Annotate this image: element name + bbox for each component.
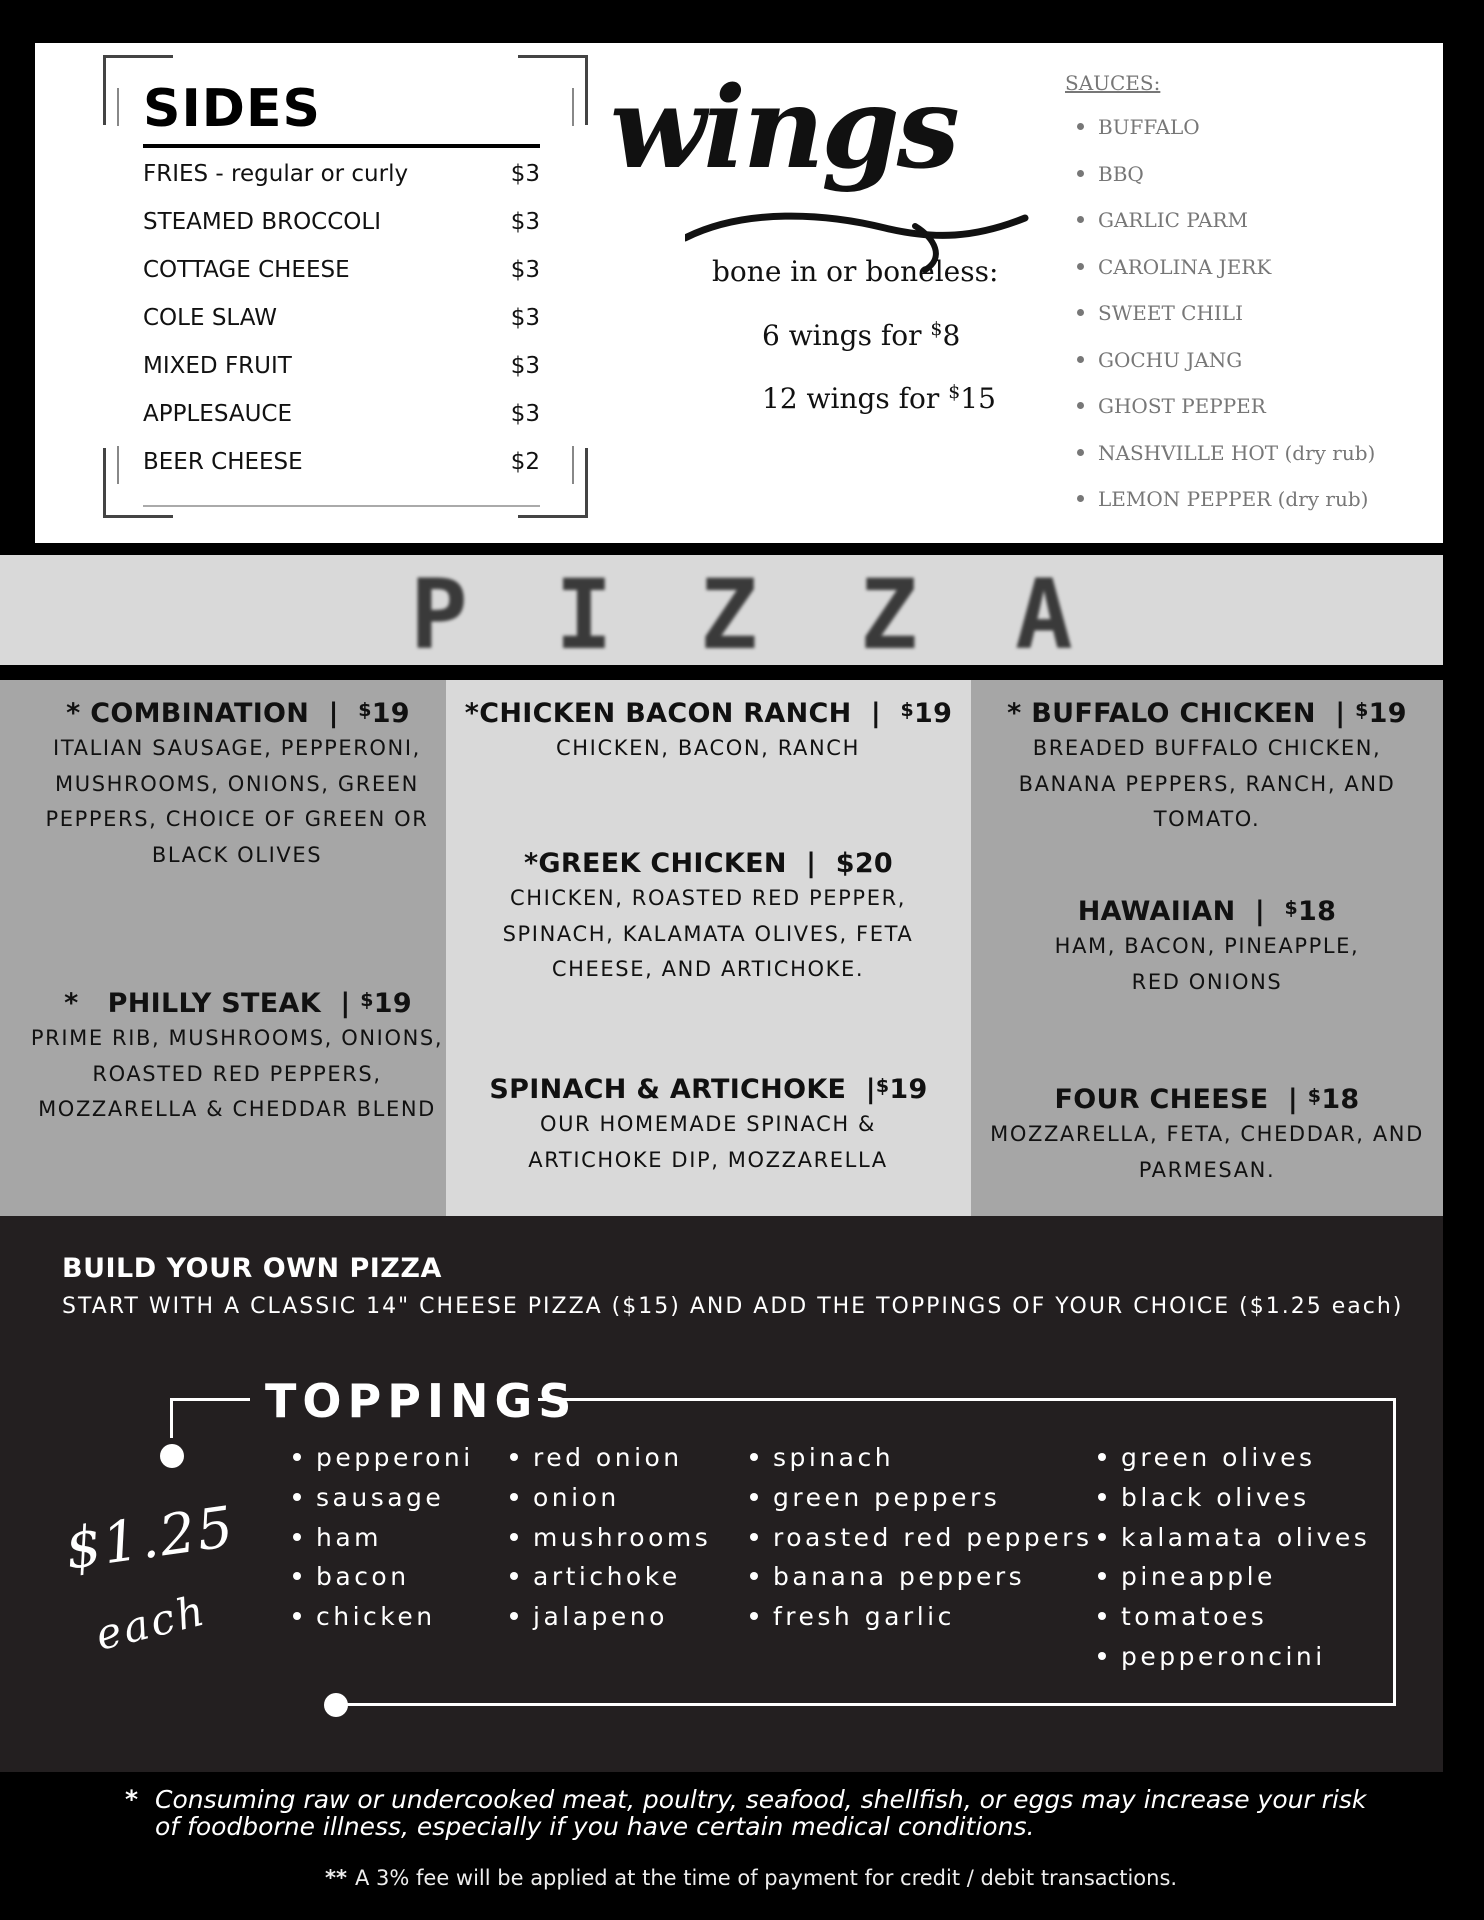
wings-offer-text: 6 wings for bbox=[762, 319, 922, 352]
side-item-name: STEAMED BROCCOLI bbox=[143, 209, 381, 235]
pizza-banner-letter: A bbox=[1015, 559, 1073, 671]
pizza-description: OUR HOMEMADE SPINACH & ARTICHOKE DIP, MOZZARELLA bbox=[528, 1112, 888, 1172]
pizza-title: SPINACH & ARTICHOKE bbox=[489, 1074, 847, 1105]
connector-line bbox=[170, 1398, 173, 1438]
topping-label: jalapeno bbox=[533, 1602, 668, 1632]
side-item-price: $3 bbox=[510, 353, 540, 379]
pizza-banner-letter: P bbox=[410, 559, 468, 671]
sauce-label: BUFFALO bbox=[1098, 115, 1200, 139]
connector-dot bbox=[160, 1444, 184, 1468]
frame-corner-top-right bbox=[518, 55, 588, 125]
side-item-price: $3 bbox=[510, 257, 540, 283]
pizza-item bbox=[0, 988, 476, 1128]
currency-sign: $ bbox=[360, 989, 374, 1011]
connector-line bbox=[170, 1398, 250, 1401]
topping-item bbox=[293, 1602, 474, 1642]
bullet-icon bbox=[1077, 170, 1084, 177]
currency-sign: $ bbox=[358, 699, 372, 721]
topping-label: bacon bbox=[316, 1562, 410, 1592]
topping-item bbox=[1098, 1523, 1370, 1563]
pizza-description: HAM, BACON, PINEAPPLE, RED ONIONS bbox=[1054, 934, 1360, 994]
pizza-item bbox=[446, 698, 971, 767]
bullet-icon bbox=[510, 1612, 518, 1620]
side-item bbox=[143, 209, 540, 257]
frame-line bbox=[572, 446, 574, 484]
wings-offer-text: 12 wings for bbox=[762, 382, 940, 415]
topping-label: pineapple bbox=[1121, 1562, 1276, 1592]
sauces-list bbox=[1077, 115, 1375, 534]
sauce-label: GHOST PEPPER bbox=[1098, 394, 1266, 418]
wings-offer-price: 8 bbox=[942, 319, 961, 352]
separator: | bbox=[865, 1074, 876, 1105]
frame-line bbox=[335, 1703, 1396, 1706]
footnote-mark: ** bbox=[325, 1866, 347, 1890]
topping-label: spinach bbox=[773, 1443, 895, 1472]
pizza-title: HAWAIIAN bbox=[1077, 896, 1236, 927]
side-item bbox=[143, 161, 540, 209]
topping-label: banana peppers bbox=[773, 1562, 1026, 1592]
top-panel bbox=[35, 43, 1443, 543]
pizza-price: 19 bbox=[914, 698, 953, 729]
topping-item bbox=[510, 1523, 711, 1563]
toppings-column-1 bbox=[293, 1443, 474, 1642]
bullet-icon bbox=[293, 1572, 301, 1580]
bullet-icon bbox=[510, 1493, 518, 1501]
footnote-text: A 3% fee will be applied at the time of payment for credit / debit transactions. bbox=[354, 1866, 1178, 1890]
pizza-item bbox=[446, 848, 971, 988]
toppings-column-2 bbox=[510, 1443, 711, 1642]
pizza-column-left bbox=[0, 680, 446, 1216]
bullet-icon bbox=[1077, 123, 1084, 130]
pizza-title: COMBINATION bbox=[90, 698, 310, 729]
toppings-column-3 bbox=[750, 1443, 1092, 1642]
bullet-icon bbox=[510, 1453, 518, 1461]
pizza-price: 19 bbox=[889, 1074, 928, 1105]
bullet-icon bbox=[1077, 495, 1084, 502]
bullet-icon bbox=[510, 1572, 518, 1580]
frame-line bbox=[572, 88, 574, 126]
topping-item bbox=[293, 1562, 474, 1602]
bullet-icon bbox=[750, 1612, 758, 1620]
topping-item bbox=[293, 1523, 474, 1563]
separator: | bbox=[1254, 896, 1266, 927]
frame-line bbox=[1393, 1398, 1396, 1706]
topping-item bbox=[293, 1443, 474, 1483]
footnote-text: Consuming raw or undercooked meat, poultry, seafood, shellfish, or eggs may increase your risk of foodborne illness, especially if you have certain medical conditions. bbox=[155, 1785, 1367, 1841]
bullet-icon bbox=[750, 1572, 758, 1580]
side-item-name: COLE SLAW bbox=[143, 305, 277, 331]
bullet-icon bbox=[1098, 1572, 1106, 1580]
pizza-name bbox=[446, 848, 971, 879]
bullet-icon bbox=[1098, 1493, 1106, 1501]
side-item-price: $3 bbox=[510, 401, 540, 427]
sauce-item bbox=[1077, 487, 1375, 534]
bullet-icon bbox=[1077, 449, 1084, 456]
currency-sign: $ bbox=[1355, 699, 1369, 721]
bullet-icon bbox=[293, 1612, 301, 1620]
side-item-price: $3 bbox=[510, 161, 540, 187]
topping-label: kalamata olives bbox=[1121, 1522, 1371, 1552]
sauce-item bbox=[1077, 115, 1375, 162]
bullet-icon bbox=[750, 1533, 758, 1541]
pizza-column-middle bbox=[446, 680, 971, 1216]
separator: | bbox=[806, 848, 817, 879]
topping-item bbox=[510, 1602, 711, 1642]
wings-offer-6 bbox=[762, 318, 960, 352]
pizza-name bbox=[0, 988, 476, 1019]
pizza-item bbox=[971, 1084, 1443, 1188]
currency-sign: $ bbox=[875, 1075, 890, 1097]
topping-label: black olives bbox=[1121, 1482, 1310, 1512]
topping-item bbox=[293, 1483, 474, 1523]
side-item-name: COTTAGE CHEESE bbox=[143, 257, 350, 283]
currency-sign: $ bbox=[930, 318, 943, 340]
bullet-icon bbox=[750, 1453, 758, 1461]
sides-list bbox=[143, 161, 540, 497]
side-item bbox=[143, 449, 540, 497]
separator: | bbox=[340, 988, 351, 1019]
allergen-mark: * bbox=[64, 988, 79, 1019]
currency-sign: $ bbox=[1284, 897, 1299, 919]
sides-bottom-rule bbox=[143, 505, 540, 507]
side-item bbox=[143, 257, 540, 305]
side-item-price: $3 bbox=[510, 305, 540, 331]
topping-price: $1.25 bbox=[61, 1494, 240, 1583]
wings-offer-12 bbox=[762, 381, 996, 415]
pizza-title: PHILLY STEAK bbox=[107, 988, 321, 1019]
health-disclaimer bbox=[125, 1786, 1385, 1840]
topping-label: pepperoncini bbox=[1121, 1641, 1326, 1671]
allergen-mark: * bbox=[1007, 698, 1022, 729]
topping-item bbox=[750, 1483, 1092, 1523]
pizza-price: 18 bbox=[1298, 896, 1337, 927]
build-your-own-description: START WITH A CLASSIC 14" CHEESE PIZZA ($15) AND ADD THE TOPPINGS OF YOUR CHOICE ($1.25 each) bbox=[62, 1294, 1404, 1319]
bullet-icon bbox=[1098, 1533, 1106, 1541]
side-item-name: BEER CHEESE bbox=[143, 449, 303, 475]
pizza-price: 19 bbox=[1368, 698, 1407, 729]
topping-label: mushrooms bbox=[533, 1522, 712, 1552]
pizza-item bbox=[971, 698, 1443, 838]
separator: | bbox=[328, 698, 339, 729]
topping-label: green olives bbox=[1121, 1443, 1316, 1472]
pizza-name bbox=[971, 1084, 1443, 1115]
pizza-price: 19 bbox=[373, 988, 412, 1019]
frame-line bbox=[538, 1398, 1396, 1401]
sauce-label: BBQ bbox=[1098, 161, 1144, 186]
topping-label: ham bbox=[316, 1522, 383, 1552]
currency-sign: $ bbox=[948, 381, 961, 403]
pizza-column-right bbox=[971, 680, 1443, 1216]
topping-label: tomatoes bbox=[1121, 1602, 1268, 1632]
pizza-description: BREADED BUFFALO CHICKEN, BANANA PEPPERS, RANCH, AND TOMATO. bbox=[1018, 736, 1396, 831]
sauce-label: LEMON PEPPER (dry rub) bbox=[1098, 487, 1369, 511]
allergen-mark: * bbox=[66, 698, 81, 729]
pizza-price: 20 bbox=[854, 848, 893, 879]
pizza-title: GREEK CHICKEN bbox=[538, 848, 787, 879]
sauce-item bbox=[1077, 162, 1375, 209]
bullet-icon bbox=[510, 1533, 518, 1541]
topping-label: sausage bbox=[316, 1482, 445, 1512]
side-item-name: APPLESAUCE bbox=[143, 401, 293, 427]
side-item bbox=[143, 401, 540, 449]
allergen-mark: * bbox=[524, 848, 539, 879]
frame-line bbox=[117, 446, 119, 484]
bullet-icon bbox=[1098, 1453, 1106, 1461]
wings-subtitle: bone in or boneless: bbox=[712, 255, 999, 288]
sauce-label: GARLIC PARM bbox=[1098, 208, 1248, 232]
allergen-mark: * bbox=[464, 698, 480, 729]
topping-item bbox=[1098, 1443, 1370, 1483]
currency-sign: $ bbox=[835, 848, 855, 879]
side-item-name: MIXED FRUIT bbox=[143, 353, 292, 379]
sides-title: SIDES bbox=[143, 79, 321, 139]
topping-label: chicken bbox=[316, 1602, 436, 1632]
pizza-name bbox=[446, 698, 971, 729]
pizza-item bbox=[971, 896, 1443, 1000]
side-item-name: FRIES - regular or curly bbox=[143, 161, 409, 187]
topping-item bbox=[510, 1562, 711, 1602]
pizza-title: CHICKEN BACON RANCH bbox=[479, 698, 852, 729]
pizza-price: 19 bbox=[371, 698, 410, 729]
topping-item bbox=[1098, 1562, 1370, 1602]
pizza-item bbox=[0, 698, 476, 873]
footnote-mark: * bbox=[125, 1785, 139, 1814]
pizza-title: BUFFALO CHICKEN bbox=[1031, 698, 1316, 729]
side-item bbox=[143, 353, 540, 401]
topping-label: pepperoni bbox=[316, 1443, 474, 1472]
topping-item bbox=[750, 1602, 1092, 1642]
pizza-description: CHICKEN, ROASTED RED PEPPER, SPINACH, KALAMATA OLIVES, FETA CHEESE, AND ARTICHOKE. bbox=[502, 886, 914, 981]
pizza-description: CHICKEN, BACON, RANCH bbox=[556, 736, 860, 760]
bullet-icon bbox=[293, 1453, 301, 1461]
toppings-title: TOPPINGS bbox=[265, 1374, 578, 1428]
topping-label: artichoke bbox=[533, 1562, 681, 1592]
sauce-label: SWEET CHILI bbox=[1098, 301, 1243, 325]
currency-sign: $ bbox=[1307, 1085, 1322, 1107]
frame-line bbox=[117, 88, 119, 126]
separator: | bbox=[1335, 698, 1346, 729]
card-fee-notice bbox=[325, 1866, 1177, 1890]
separator: | bbox=[870, 698, 882, 729]
sauce-item bbox=[1077, 441, 1375, 488]
bullet-icon bbox=[1077, 356, 1084, 363]
sauce-label: GOCHU JANG bbox=[1098, 347, 1243, 372]
pizza-price: 18 bbox=[1321, 1084, 1360, 1115]
bullet-icon bbox=[1098, 1612, 1106, 1620]
pizza-banner-letter: I bbox=[555, 559, 613, 671]
sides-divider bbox=[143, 144, 540, 148]
pizza-description: PRIME RIB, MUSHROOMS, ONIONS, ROASTED RED PEPPERS, MOZZARELLA & CHEDDAR BLEND bbox=[30, 1026, 444, 1121]
topping-label: roasted red peppers bbox=[773, 1522, 1093, 1552]
topping-label: fresh garlic bbox=[773, 1602, 955, 1632]
sauce-label: NASHVILLE HOT (dry rub) bbox=[1098, 440, 1376, 465]
currency-sign: $ bbox=[900, 699, 915, 721]
wings-title: wings bbox=[610, 63, 957, 194]
pizza-name bbox=[0, 698, 476, 729]
pizza-title: FOUR CHEESE bbox=[1054, 1084, 1269, 1115]
topping-label: onion bbox=[533, 1482, 620, 1512]
side-item bbox=[143, 305, 540, 353]
topping-item bbox=[750, 1443, 1092, 1483]
topping-item bbox=[750, 1562, 1092, 1602]
sauce-item bbox=[1077, 208, 1375, 255]
side-item-price: $2 bbox=[510, 449, 540, 475]
topping-item bbox=[750, 1523, 1092, 1563]
pizza-description: ITALIAN SAUSAGE, PEPPERONI, MUSHROOMS, ONIONS, GREEN PEPPERS, CHOICE OF GREEN OR BLACK OLIVES bbox=[45, 736, 429, 867]
bullet-icon bbox=[1077, 216, 1084, 223]
toppings-column-4 bbox=[1098, 1443, 1370, 1682]
topping-item bbox=[510, 1483, 711, 1523]
build-your-own-section bbox=[0, 1216, 1443, 1772]
sauce-item bbox=[1077, 255, 1375, 302]
bullet-icon bbox=[1077, 402, 1084, 409]
sauce-item bbox=[1077, 394, 1375, 441]
bullet-icon bbox=[293, 1493, 301, 1501]
pizza-banner-letter: Z bbox=[700, 559, 758, 671]
topping-label: green peppers bbox=[773, 1482, 1001, 1512]
sauce-label: CAROLINA JERK bbox=[1098, 254, 1272, 279]
pizza-item bbox=[446, 1074, 971, 1178]
topping-item bbox=[1098, 1602, 1370, 1642]
pizza-name bbox=[971, 896, 1443, 927]
pizza-name bbox=[446, 1074, 971, 1105]
wings-offer-price: 15 bbox=[960, 382, 996, 415]
side-item-price: $3 bbox=[510, 209, 540, 235]
separator: | bbox=[1287, 1084, 1299, 1115]
bullet-icon bbox=[750, 1493, 758, 1501]
bullet-icon bbox=[293, 1533, 301, 1541]
pizza-banner-letter: Z bbox=[860, 559, 918, 671]
pizza-name bbox=[971, 698, 1443, 729]
topping-item bbox=[1098, 1642, 1370, 1682]
pizza-banner bbox=[0, 555, 1443, 671]
topping-label: red onion bbox=[533, 1443, 683, 1472]
sauce-item bbox=[1077, 348, 1375, 395]
topping-item bbox=[510, 1443, 711, 1483]
topping-price-unit: each bbox=[90, 1585, 212, 1660]
bullet-icon bbox=[1077, 263, 1084, 270]
bullet-icon bbox=[1077, 309, 1084, 316]
pizza-description: MOZZARELLA, FETA, CHEDDAR, AND PARMESAN. bbox=[990, 1122, 1424, 1182]
sauces-title: SAUCES: bbox=[1065, 71, 1161, 95]
bullet-icon bbox=[1098, 1652, 1106, 1660]
topping-item bbox=[1098, 1483, 1370, 1523]
build-your-own-title: BUILD YOUR OWN PIZZA bbox=[62, 1253, 442, 1284]
connector-dot bbox=[324, 1693, 348, 1717]
sauce-item bbox=[1077, 301, 1375, 348]
